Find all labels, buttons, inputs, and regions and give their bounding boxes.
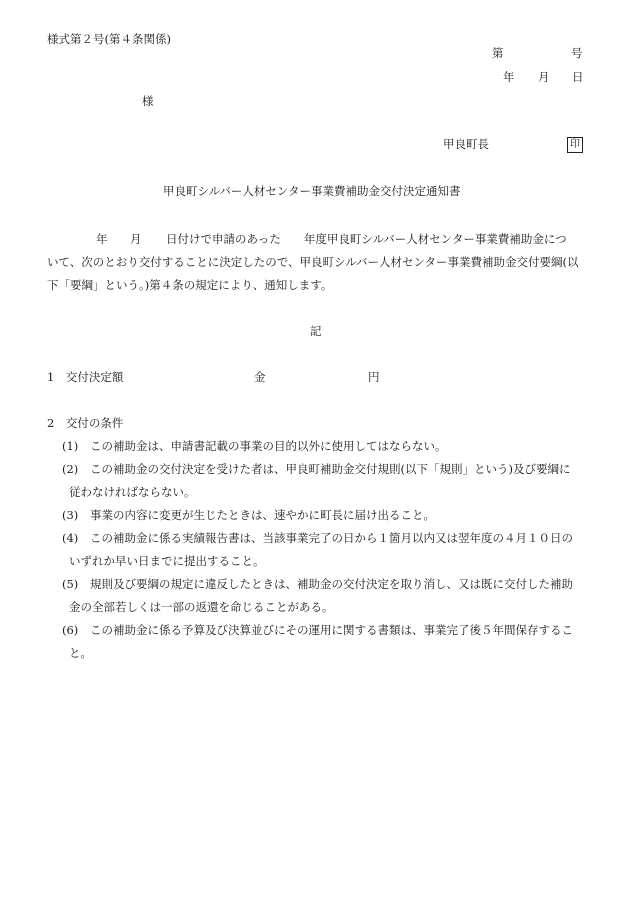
condition-5-line2: 金の全部若しくは一部の返還を命じることがある。	[69, 600, 334, 614]
condition-1-line1: この補助金は、申請書記載の事業の目的以外に使用してはならない。	[90, 439, 447, 453]
condition-3-num: (3)	[62, 508, 79, 522]
body-line1: 日付けで申請のあった 年度甲良町シルバー人材センター事業費補助金につ	[166, 232, 567, 246]
seal-box: 印	[567, 137, 583, 153]
issuer-name: 甲良町長	[443, 137, 489, 151]
condition-2-line1: この補助金の交付決定を受けた者は、甲良町補助金交付規則(以下「規則」という)及び要綱に	[90, 462, 571, 476]
condition-4-num: (4)	[62, 531, 79, 545]
condition-5-num: (5)	[62, 577, 79, 591]
condition-6-line2: と。	[69, 646, 92, 660]
condition-5-line1: 規則及び要綱の規定に違反したときは、補助金の交付決定を取り消し、又は既に交付した補助	[90, 577, 573, 591]
condition-1-num: (1)	[62, 439, 79, 453]
body-line3: 下「要綱」という。)第４条の規定により、通知します。	[47, 278, 333, 292]
section1-label: 1 交付決定額	[47, 370, 124, 384]
condition-6-num: (6)	[62, 623, 79, 637]
doc-number-dai: 第	[492, 46, 504, 60]
section2-label: 2 交付の条件	[47, 416, 124, 430]
form-label: 様式第２号(第４条関係)	[47, 32, 171, 46]
document-title: 甲良町シルバー人材センター事業費補助金交付決定通知書	[163, 184, 461, 198]
body-line2: いて、次のとおり交付することに決定したので、甲良町シルバー人材センター事業費補助金交付要綱(以	[47, 255, 579, 269]
condition-3-line1: 事業の内容に変更が生じたときは、速やかに町長に届け出ること。	[90, 508, 435, 522]
date-year: 年	[503, 70, 515, 84]
condition-2-num: (2)	[62, 462, 79, 476]
condition-6-line1: この補助金に係る予算及び決算並びにその運用に関する書類は、事業完了後５年間保存するこ	[90, 623, 573, 637]
condition-2-line2: 従わなければならない。	[69, 485, 196, 499]
date-month: 月	[538, 70, 550, 84]
addressee-sama: 様	[142, 94, 154, 108]
section1-en: 円	[368, 370, 380, 384]
body-year: 年	[96, 232, 108, 246]
section1-kin: 金	[254, 370, 266, 384]
doc-number-go: 号	[571, 46, 583, 60]
condition-4-line1: この補助金に係る実績報告書は、当該事業完了の日から１箇月以内又は翌年度の４月１０日の	[90, 531, 573, 545]
body-month: 月	[130, 232, 142, 246]
ki-mark: 記	[310, 324, 322, 338]
condition-4-line2: いずれか早い日までに提出すること。	[69, 554, 265, 568]
date-day: 日	[572, 70, 584, 84]
